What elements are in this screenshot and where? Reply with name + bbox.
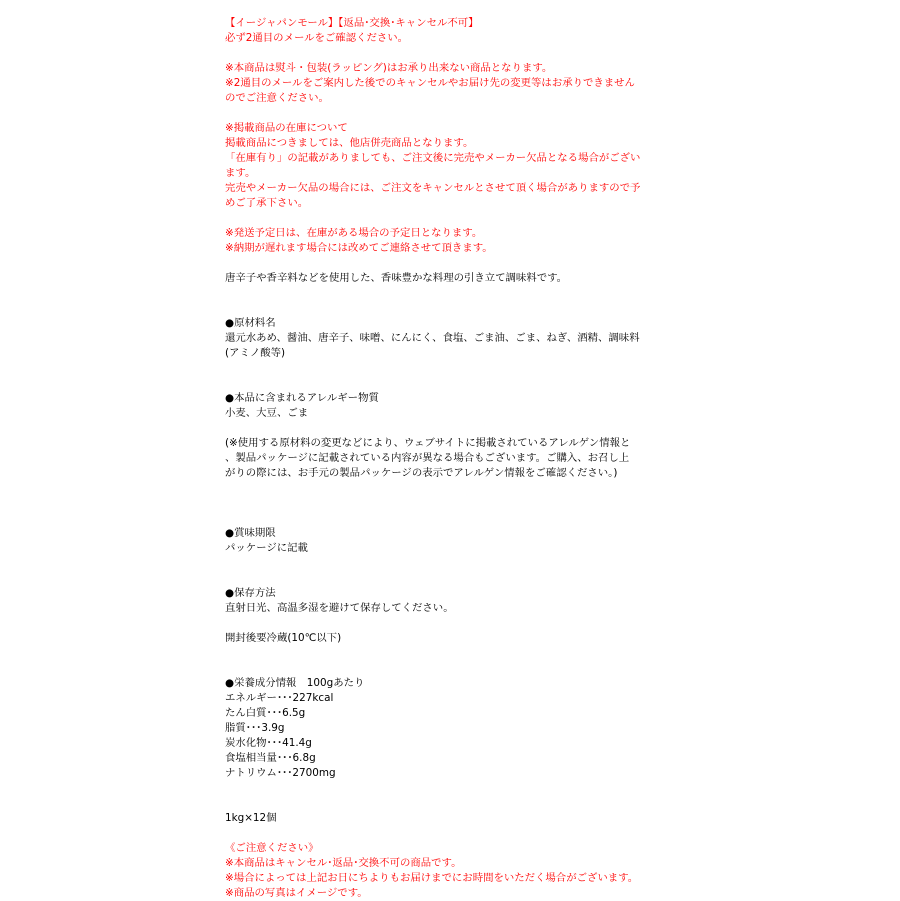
nutrition-section [225, 676, 655, 781]
footer-notice-line: ※本商品はキャンセル･返品･交換不可の商品です。 [225, 857, 462, 869]
stock-notice-line: 掲載商品につきましては、他店併売商品となります。 [225, 137, 474, 149]
nutrition-heading: ●栄養成分情報 100gあたり [225, 677, 365, 689]
wrapping-notice-line: ※本商品は熨斗・包装(ラッピング)はお承り出来ない商品となります。 [225, 62, 553, 74]
ingredients-list: 還元水あめ、醤油、唐辛子、味噌、にんにく、食塩、ごま油、ごま、ねぎ、酒精、調味料 [225, 332, 640, 344]
footer-notice-title: 《ご注意ください》 [225, 842, 319, 854]
cancel-notice-line: ※2通目のメールをご案内した後でのキャンセルやお届け先の変更等はお承りできません [225, 77, 635, 89]
nutrition-row: たん白質･･･6.5g [225, 707, 306, 719]
package-quantity: 1kg×12個 [225, 812, 277, 824]
ingredients-section [225, 316, 655, 361]
allergens-note-line: がりの際には、お手元の製品パッケージの表示でアレルゲン情報をご確認ください。) [225, 467, 618, 479]
header-notice [225, 16, 655, 46]
allergens-note-line: 、製品パッケージに記載されている内容が異なる場合もございます。ご購入、お召し上 [225, 452, 630, 464]
stock-notice [225, 121, 655, 211]
allergens-note-line: (※使用する原材料の変更などにより、ウェブサイトに掲載されているアレルゲン情報と [225, 437, 631, 449]
nutrition-row: 脂質･･･3.9g [225, 722, 285, 734]
storage-after-opening: 開封後要冷蔵(10℃以下) [225, 632, 342, 644]
nutrition-row: 炭水化物･･･41.4g [225, 737, 312, 749]
shipping-notice-line: ※発送予定日は、在庫がある場合の予定日となります。 [225, 227, 483, 239]
wrapping-cancel-notice [225, 61, 655, 106]
best-before-value: パッケージに記載 [225, 542, 308, 554]
footer-notice-line: ※商品の写真はイメージです。 [225, 887, 368, 899]
check-mail-notice: 必ず2通目のメールをご確認ください。 [225, 32, 409, 44]
stock-notice-line: 「在庫有り」の記載がありましても、ご注文後に完売やメーカー欠品となる場合がござい [225, 152, 641, 164]
ingredients-list-cont: (アミノ酸等) [225, 347, 286, 359]
footer-notice-line: ※場合によっては上記お日にちよりもお届けまでにお時間をいただく場合がございます。 [225, 872, 639, 884]
shipping-notice [225, 226, 655, 256]
allergens-heading: ●本品に含まれるアレルギー物質 [225, 392, 379, 404]
stock-notice-title: ※掲載商品の在庫について [225, 122, 348, 134]
product-description-page [225, 16, 655, 901]
stock-notice-line: 完売やメーカー欠品の場合には、ご注文をキャンセルとさせて頂く場合がありますので予 [225, 182, 641, 194]
storage-value: 直射日光、高温多湿を避けて保存してください。 [225, 602, 454, 614]
shop-name-notice: 【イージャパンモール】【返品･交換･キャンセル不可】 [225, 17, 479, 29]
cancel-notice-line-2: のでご注意ください。 [225, 92, 329, 104]
allergens-value: 小麦、大豆、ごま [225, 407, 309, 419]
stock-notice-line: めご了承下さい。 [225, 197, 309, 209]
nutrition-row: 食塩相当量･･･6.8g [225, 752, 316, 764]
best-before-heading: ●賞味期限 [225, 527, 276, 539]
product-description: 唐辛子や香辛料などを使用した、香味豊かな料理の引き立て調味料です。 [225, 272, 568, 284]
nutrition-row: エネルギー･･･227kcal [225, 692, 334, 704]
stock-notice-line: ます。 [225, 167, 256, 179]
allergens-section [225, 391, 655, 481]
nutrition-row: ナトリウム･･･2700mg [225, 767, 336, 779]
storage-heading: ●保存方法 [225, 587, 276, 599]
shipping-notice-line: ※納期が遅れます場合には改めてご連絡させて頂きます。 [225, 242, 493, 254]
storage-section [225, 586, 655, 646]
ingredients-heading: ●原材料名 [225, 317, 276, 329]
best-before-section [225, 526, 655, 556]
footer-notice [225, 841, 655, 901]
